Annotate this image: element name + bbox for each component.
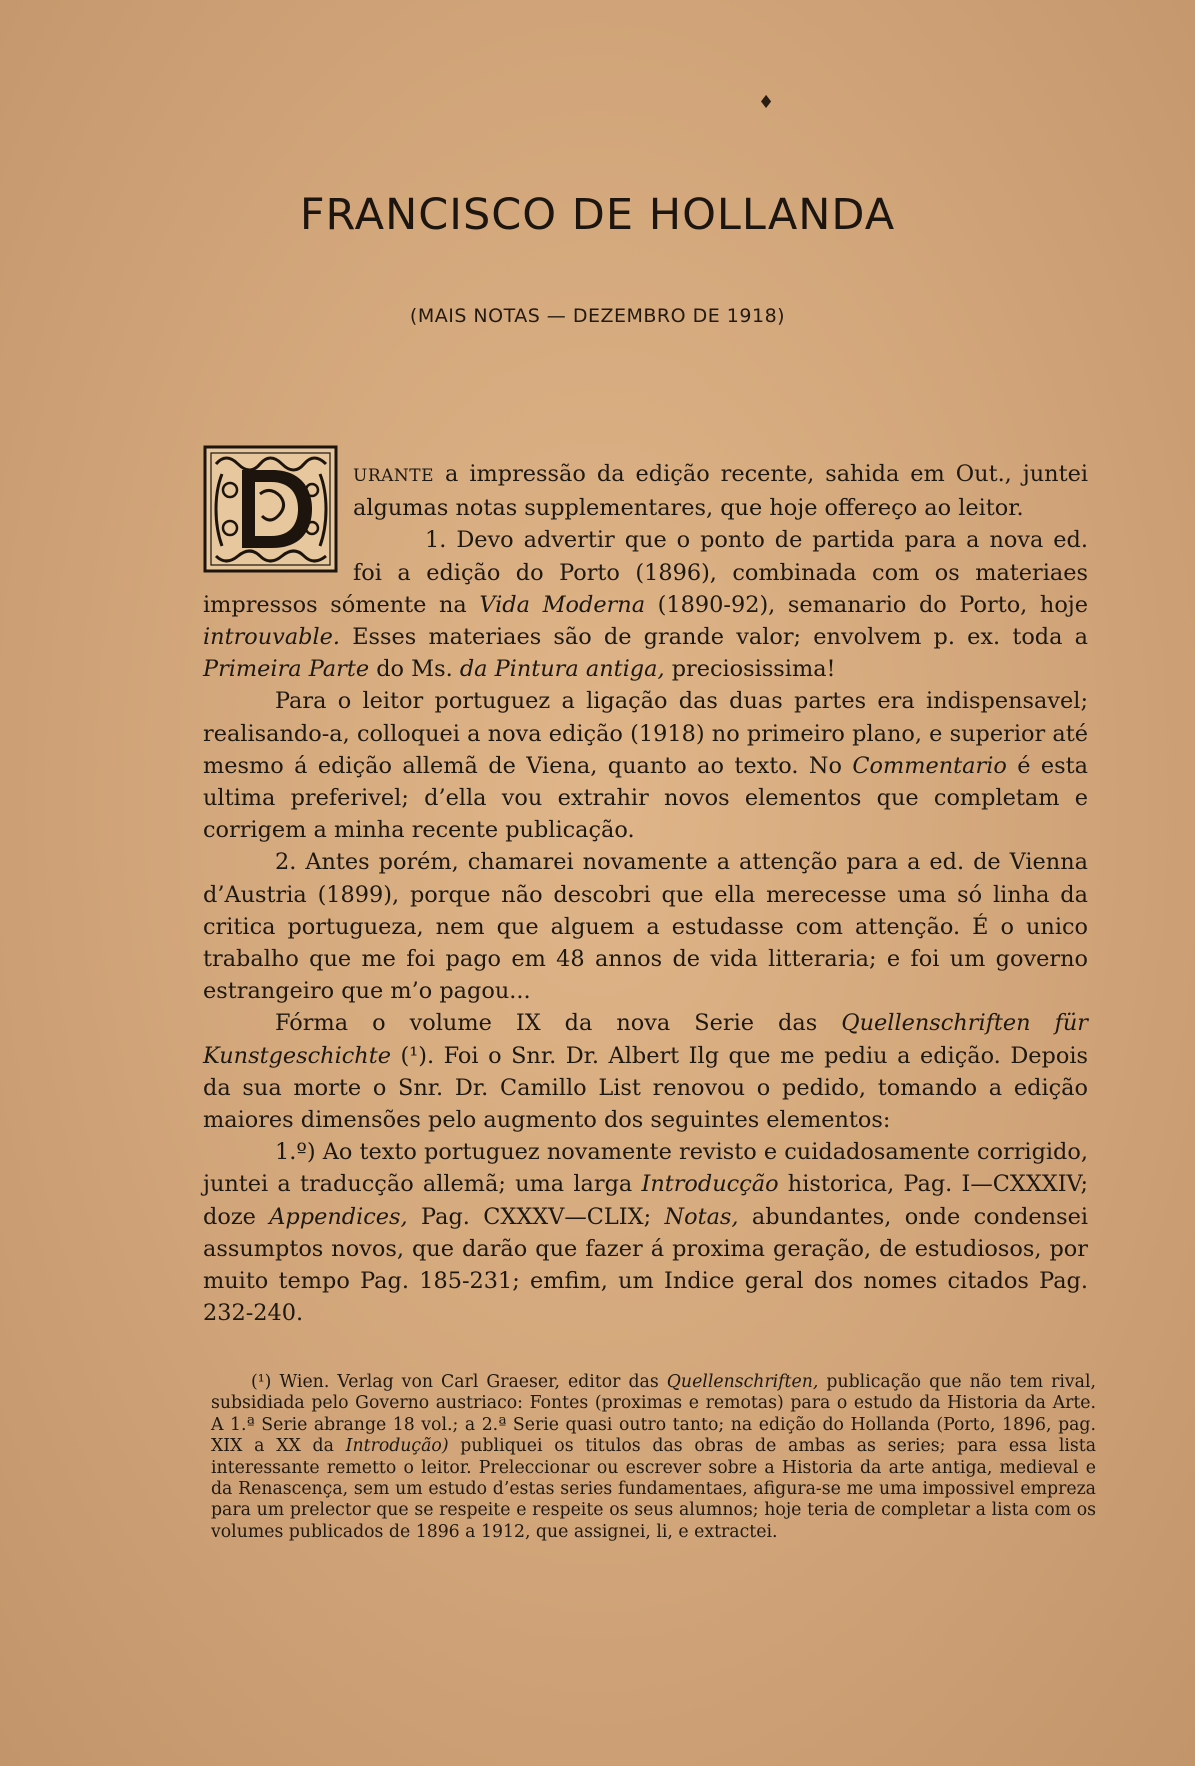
dropcap-d-ornament [202, 444, 339, 574]
page-title: FRANCISCO DE HOLLANDA [299, 190, 896, 240]
printer-mark: ♦ [758, 92, 775, 113]
dropcap-continuation: URANTE [353, 466, 435, 486]
paragraph-1: 1. Devo advertir que o ponto de partida para a nova ed. foi a edição do Porto (1896), combinada com os materiaes impressos sómente na Vida Moderna (1890-92), semanario do Porto, hoje introuvable. Esses materiaes são de grande valor; envolvem p. ex. toda a Primeira Parte do Ms. da Pintura antiga, preciosissima! [203, 527, 1089, 683]
paragraph-2: Para o leitor portuguez a ligação das duas partes era indispensavel; realisando-a, colloquei a nova edição (1918) no primeiro plano, e superior até mesmo á edição allemã de Viena, quanto ao texto. No Commentario é esta ultima preferivel; d’ella vou extrahir novos elementos que completam e corrigem a minha recente publicação. [203, 688, 1089, 844]
paragraph-intro: URANTE a impressão da edição recente, sahida em Out., juntei algumas notas supplementares, que hoje offereço ao leitor. [203, 458, 1088, 524]
paragraph-5: 1.º) Ao texto portuguez novamente revisto e cuidadosamente corrigido, juntei a traducção allemã; uma larga Introducção historica, Pag. I—CXXXIV; doze Appendices, Pag. CXXXV—CLIX; Notas, abundantes, onde condensei assumptos novos, que darão que fazer á proxima geração, de estudiosos, por muito tempo Pag. 185-231; emfim, um Indice geral dos nomes citados Pag. 232-240. [203, 1139, 1088, 1327]
page-subtitle: (MAIS NOTAS — DEZEMBRO DE 1918) [409, 305, 786, 327]
footnote-marker: (¹) [251, 1372, 272, 1392]
paragraph-4: Fórma o volume IX da nova Serie das Quellenschriften für Kunstgeschichte (¹). Foi o Snr. Dr. Albert Ilg que me pediu a edição. Depois da sua morte o Snr. Dr. Camillo List renovou o pedido, tomando a edição maiores dimensões pelo augmento dos seguintes elementos: [203, 1010, 1089, 1134]
paragraph-3: 2. Antes porém, chamarei novamente a attenção para a ed. de Vienna d’Austria (1899), porque não descobri que ella merecesse uma só linha da critica portugueza, nem que alguem a estudasse com attenção. É o unico trabalho que me foi pago em 48 annos de vida litteraria; e foi um governo estrangeiro que m’o pagou... [203, 849, 1088, 1005]
article-body [203, 458, 1088, 1329]
footnote: (¹) Wien. Verlag von Carl Graeser, editor das Quellenschriften, publicação que não tem rival, subsidiada pelo Governo austriaco: Fontes (proximas e remotas) para o estudo da Historia da Arte. A 1.ª Serie abrange 18 vol.; a 2.ª Serie quasi outro tanto; na edição do Hollanda (Porto, 1896, pag. XIX a XX da Introdução) publiquei os titulos das obras de ambas as series; para essa lista interessante remetto o leitor. Preleccionar ou escrever sobre a Historia da arte antiga, medieval e da Renascença, sem um estudo d’estas series fundamentaes, afigura-se me uma impossivel empreza para um prelector que se respeite e respeite os seus alumnos; hoje teria de completar a lista com os volumes publicados de 1896 a 1912, que assignei, li, e extractei. [211, 1372, 1096, 1542]
footnote-reference: (¹). [390, 1042, 435, 1069]
